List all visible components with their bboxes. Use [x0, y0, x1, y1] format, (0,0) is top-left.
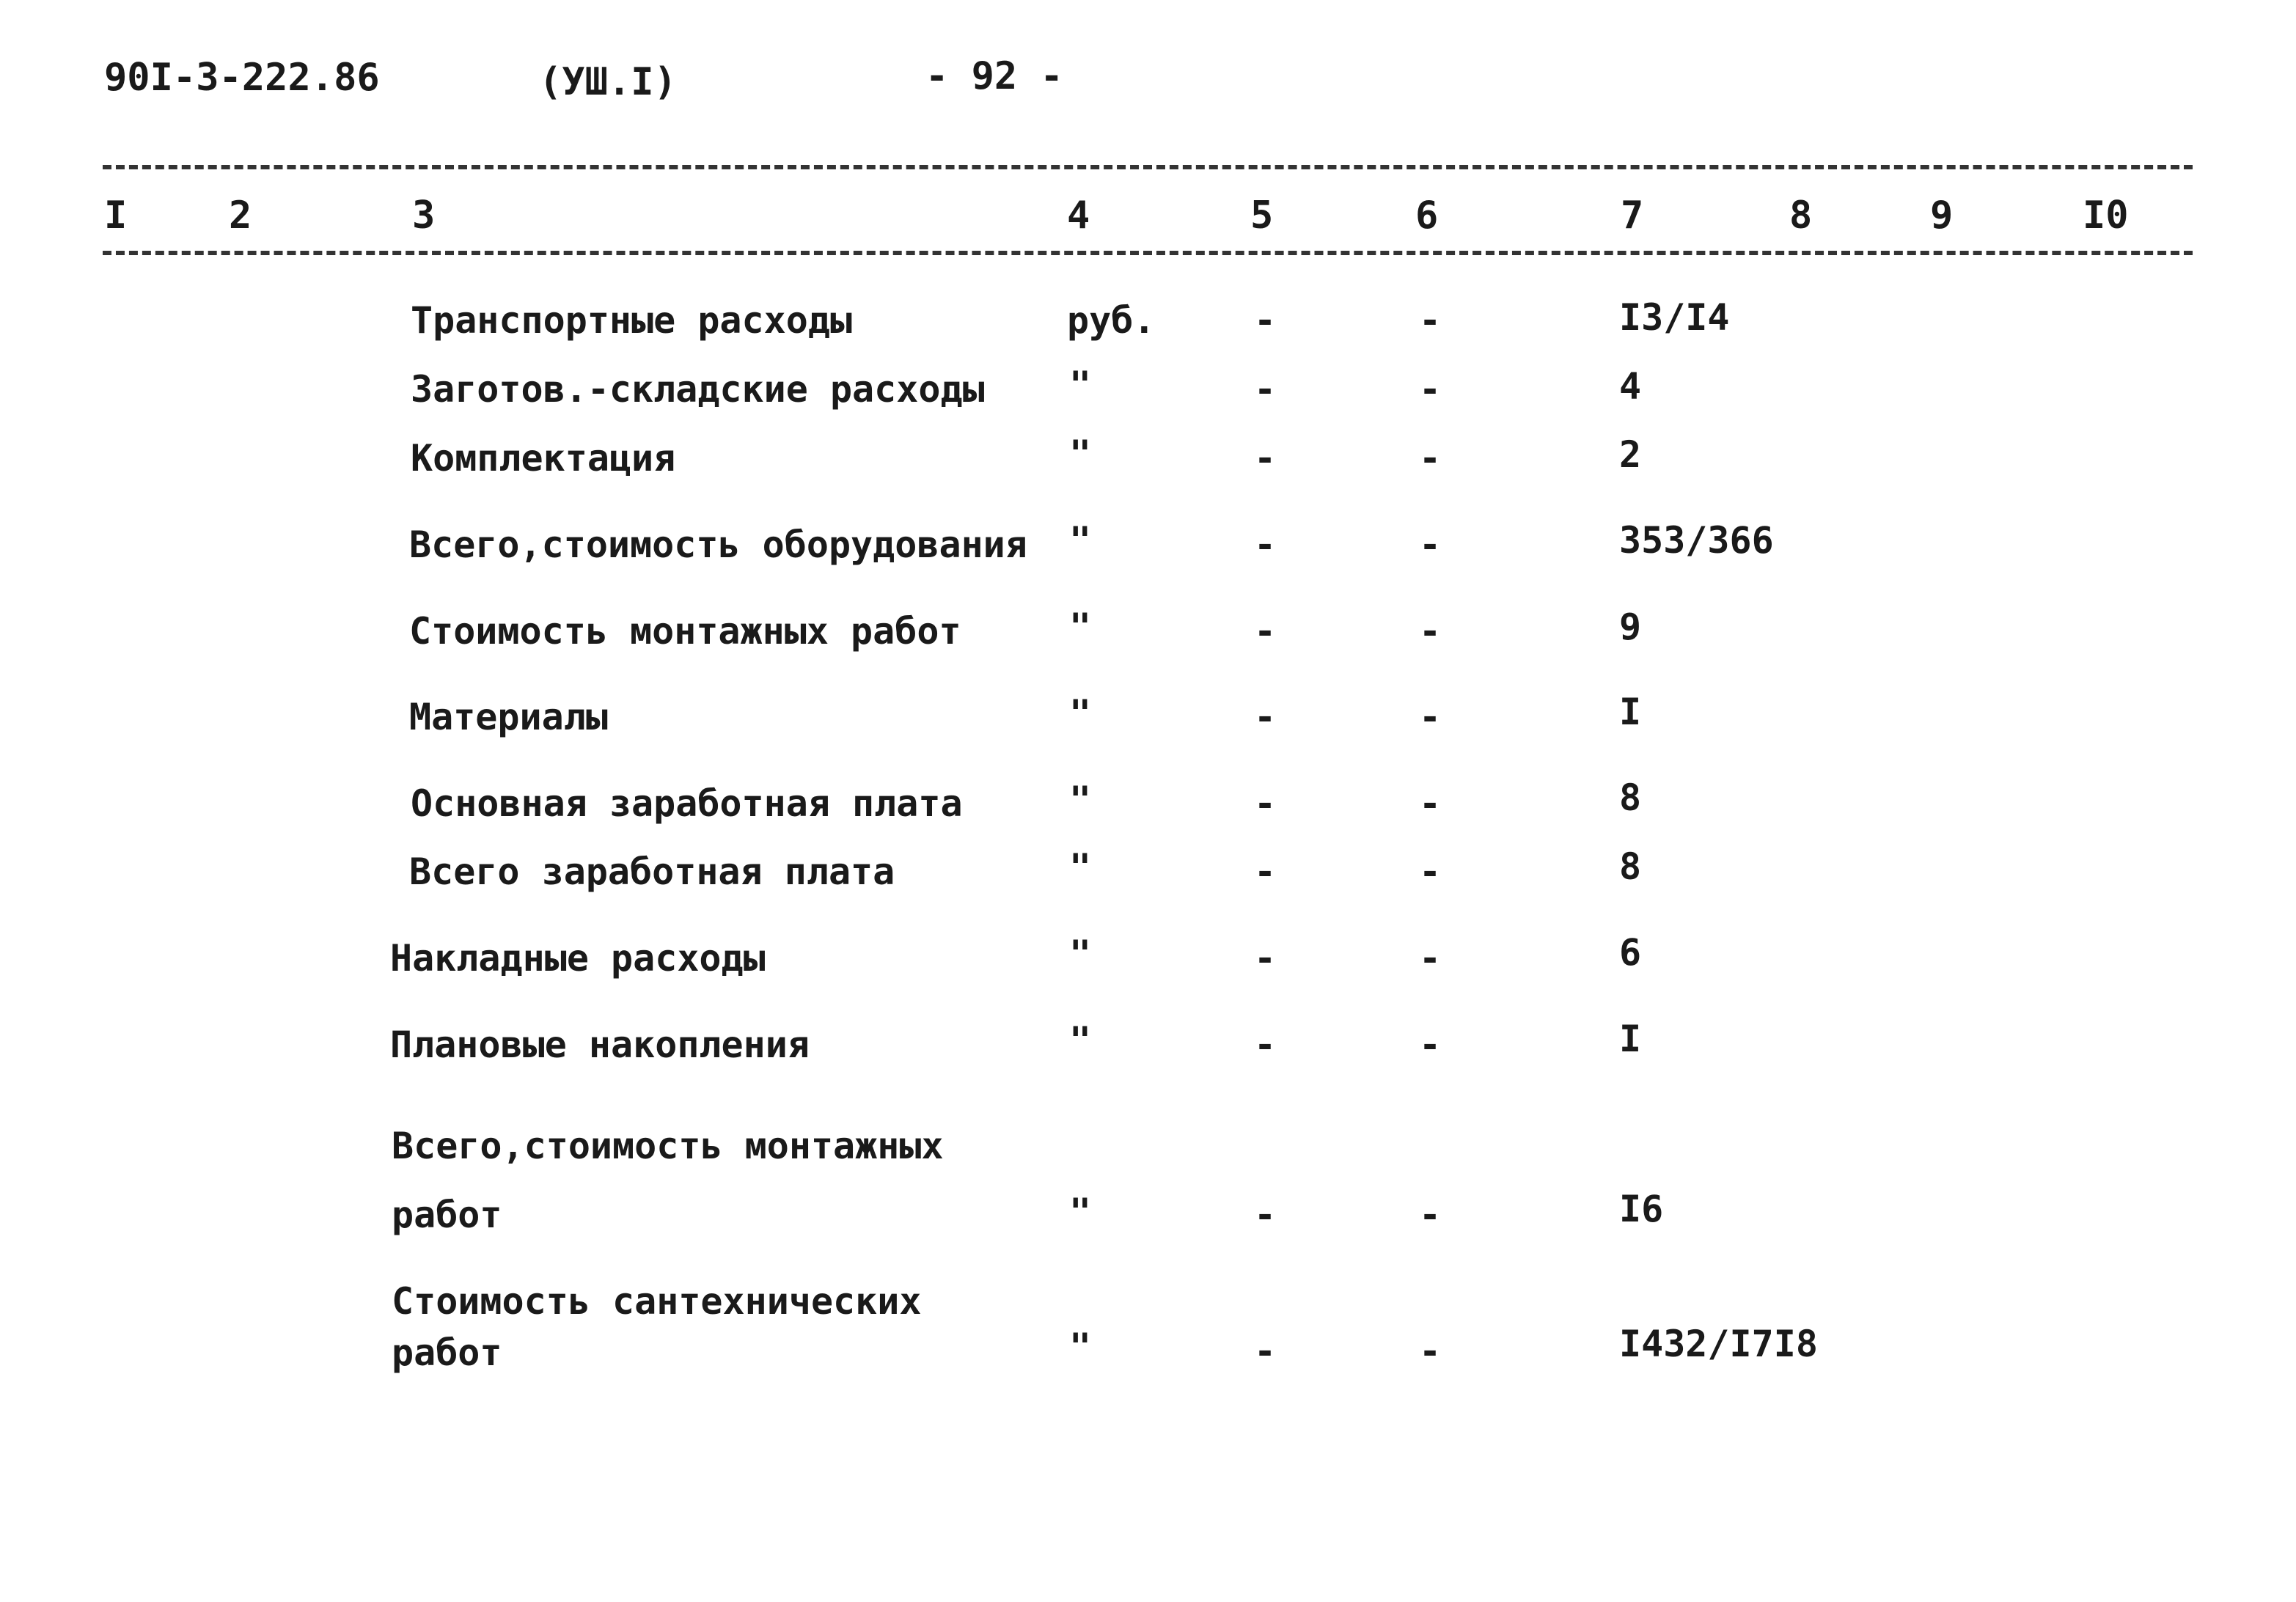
- column-header-2: 2: [229, 194, 252, 238]
- row-name-line1: Стоимость сантехнических: [392, 1280, 922, 1323]
- column-header-1: I: [104, 194, 128, 238]
- header-top-rule: [103, 165, 2193, 169]
- row-name: Комплектация: [411, 437, 676, 480]
- row-unit: руб.: [1067, 299, 1156, 342]
- row-col6: -: [1419, 1024, 1442, 1066]
- row-col6: -: [1419, 523, 1442, 566]
- column-header-6: 6: [1415, 194, 1439, 238]
- row-col6: -: [1419, 937, 1442, 980]
- row-unit: ": [1069, 779, 1092, 821]
- row-col5: -: [1254, 368, 1277, 411]
- row-col7: 353/366: [1619, 519, 1774, 562]
- row-name: Плановые накопления: [390, 1024, 810, 1066]
- row-name-line2: работ: [392, 1331, 502, 1374]
- row-unit: ": [1069, 1019, 1092, 1062]
- row-unit: ": [1069, 1326, 1092, 1368]
- column-header-4: 4: [1067, 194, 1090, 238]
- row-col7: 2: [1619, 433, 1642, 476]
- row-unit: ": [1069, 1191, 1092, 1233]
- row-col7: I6: [1619, 1188, 1664, 1230]
- document-code: 90I-3-222.86: [104, 56, 380, 100]
- row-name: Транспортные расходы: [411, 299, 853, 342]
- row-col7: 9: [1619, 606, 1642, 648]
- row-col5: -: [1254, 696, 1277, 738]
- row-col7: 8: [1619, 776, 1642, 819]
- row-col5: -: [1254, 610, 1277, 653]
- row-col7: 6: [1619, 931, 1642, 974]
- row-col6: -: [1419, 782, 1442, 825]
- column-header-8: 8: [1789, 194, 1813, 238]
- section-number: (УШ.I): [539, 60, 677, 104]
- row-col6: -: [1419, 368, 1442, 411]
- row-col5: -: [1254, 850, 1277, 893]
- row-col7: 4: [1619, 365, 1642, 408]
- column-header-5: 5: [1250, 194, 1274, 238]
- row-unit: ": [1069, 519, 1092, 562]
- row-col5: -: [1254, 1330, 1277, 1373]
- row-unit: ": [1069, 846, 1092, 889]
- row-col5: -: [1254, 523, 1277, 566]
- row-col5: -: [1254, 1024, 1277, 1066]
- row-unit: ": [1069, 933, 1092, 975]
- row-unit: ": [1069, 364, 1092, 406]
- row-col7: I: [1619, 691, 1642, 733]
- row-col5: -: [1254, 1194, 1277, 1236]
- row-name: Заготов.-складские расходы: [411, 368, 985, 411]
- header-bottom-rule: [103, 251, 2193, 255]
- row-name: Всего,стоимость оборудования: [409, 523, 1027, 566]
- row-name: Материалы: [409, 696, 608, 738]
- row-col6: -: [1419, 1194, 1442, 1236]
- row-col7: 8: [1619, 845, 1642, 888]
- column-header-10: I0: [2083, 194, 2129, 238]
- row-col7: I3/I4: [1619, 296, 1730, 339]
- row-name-line2: работ: [392, 1194, 502, 1236]
- column-header-7: 7: [1621, 194, 1644, 238]
- row-col5: -: [1254, 437, 1277, 480]
- row-col6: -: [1419, 1330, 1442, 1373]
- row-unit: ": [1069, 433, 1092, 475]
- row-col5: -: [1254, 937, 1277, 980]
- row-col5: -: [1254, 299, 1277, 342]
- row-name: Всего заработная плата: [409, 850, 895, 893]
- column-header-3: 3: [412, 194, 436, 238]
- row-col6: -: [1419, 610, 1442, 653]
- row-col6: -: [1419, 299, 1442, 342]
- row-col6: -: [1419, 437, 1442, 480]
- row-col7: I432/I7I8: [1619, 1323, 1818, 1365]
- row-name: Накладные расходы: [390, 937, 766, 980]
- row-col7: I: [1619, 1018, 1642, 1060]
- row-name-line1: Всего,стоимость монтажных: [392, 1125, 944, 1167]
- row-col6: -: [1419, 696, 1442, 738]
- row-name: Стоимость монтажных работ: [409, 610, 961, 653]
- row-unit: ": [1069, 606, 1092, 648]
- column-header-9: 9: [1930, 194, 1954, 238]
- row-unit: ": [1069, 692, 1092, 735]
- page-number: - 92 -: [925, 54, 1063, 98]
- row-col5: -: [1254, 782, 1277, 825]
- row-name: Основная заработная плата: [411, 782, 963, 825]
- row-col6: -: [1419, 850, 1442, 893]
